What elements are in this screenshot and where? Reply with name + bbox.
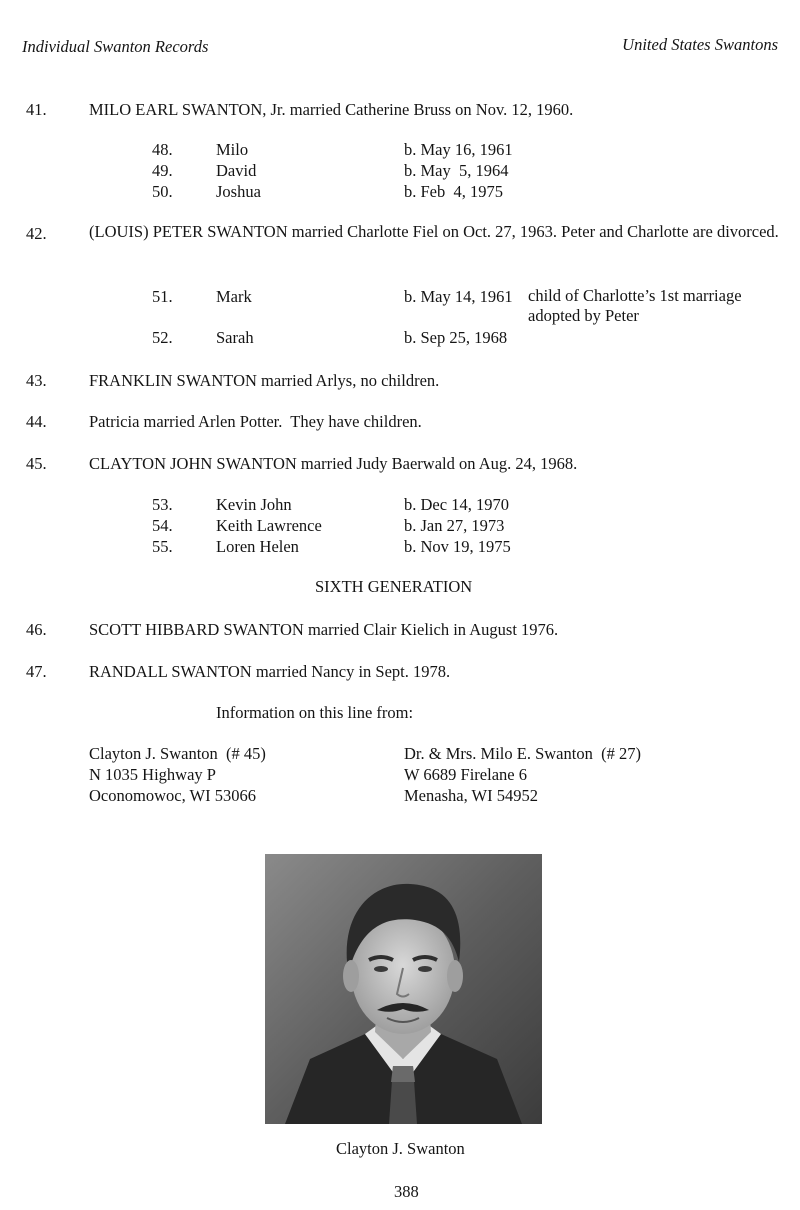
entry-text: RANDALL SWANTON married Nancy in Sept. 1978. xyxy=(89,662,451,681)
contact-name: Dr. & Mrs. Milo E. Swanton (# 27) xyxy=(404,744,641,763)
child-number: 53. xyxy=(152,495,173,514)
entry-text: MILO EARL SWANTON, Jr. married Catherine Bruss on Nov. 12, 1960. xyxy=(89,100,574,119)
portrait-photo xyxy=(265,854,542,1124)
contact-city: Menasha, WI 54952 xyxy=(404,786,538,805)
portrait-illustration xyxy=(265,854,542,1124)
child-number: 49. xyxy=(152,161,173,180)
entry-number: 42. xyxy=(26,224,47,243)
child-number: 50. xyxy=(152,182,173,201)
entry-number: 41. xyxy=(26,100,47,119)
child-name: Loren Helen xyxy=(216,537,299,556)
child-name: Sarah xyxy=(216,328,254,347)
entry-text: (LOUIS) PETER SWANTON married Charlotte Fiel on Oct. 27, 1963. Peter and Charlotte are divorced. xyxy=(89,222,779,241)
contact-name: Clayton J. Swanton (# 45) xyxy=(89,744,266,763)
child-name: Mark xyxy=(216,287,252,306)
child-birth: b. Jan 27, 1973 xyxy=(404,516,505,535)
entry-number: 45. xyxy=(26,454,47,473)
entry-number: 43. xyxy=(26,371,47,390)
entry-text: Patricia married Arlen Potter. They have children. xyxy=(89,412,422,431)
child-birth: b. May 16, 1961 xyxy=(404,140,513,159)
entry-number: 44. xyxy=(26,412,47,431)
contact-street: W 6689 Firelane 6 xyxy=(404,765,527,784)
child-number: 54. xyxy=(152,516,173,535)
child-number: 51. xyxy=(152,287,173,306)
entry-text: SCOTT HIBBARD SWANTON married Clair Kielich in August 1976. xyxy=(89,620,559,639)
contact-city: Oconomowoc, WI 53066 xyxy=(89,786,256,805)
child-birth: b. May 14, 1961 xyxy=(404,287,513,306)
child-name: Milo xyxy=(216,140,249,159)
photo-caption: Clayton J. Swanton xyxy=(336,1139,465,1158)
child-name: Kevin John xyxy=(216,495,292,514)
child-note: adopted by Peter xyxy=(528,306,639,325)
entry-text: FRANKLIN SWANTON married Arlys, no children. xyxy=(89,371,440,390)
entry-text: CLAYTON JOHN SWANTON married Judy Baerwald on Aug. 24, 1968. xyxy=(89,454,578,473)
child-name: David xyxy=(216,161,257,180)
child-birth: b. Dec 14, 1970 xyxy=(404,495,509,514)
running-header-left: Individual Swanton Records xyxy=(22,37,209,56)
page-number: 388 xyxy=(394,1182,419,1201)
running-header-right: United States Swantons xyxy=(622,35,778,54)
child-birth: b. Sep 25, 1968 xyxy=(404,328,508,347)
entry-number: 46. xyxy=(26,620,47,639)
child-number: 55. xyxy=(152,537,173,556)
child-birth: b. Nov 19, 1975 xyxy=(404,537,511,556)
child-number: 48. xyxy=(152,140,173,159)
child-name: Joshua xyxy=(216,182,261,201)
entry-number: 47. xyxy=(26,662,47,681)
contact-street: N 1035 Highway P xyxy=(89,765,216,784)
child-number: 52. xyxy=(152,328,173,347)
child-note: child of Charlotte’s 1st marriage xyxy=(528,286,742,305)
child-birth: b. Feb 4, 1975 xyxy=(404,182,503,201)
info-heading: Information on this line from: xyxy=(216,703,414,722)
child-birth: b. May 5, 1964 xyxy=(404,161,509,180)
section-heading: SIXTH GENERATION xyxy=(315,577,473,596)
child-name: Keith Lawrence xyxy=(216,516,322,535)
